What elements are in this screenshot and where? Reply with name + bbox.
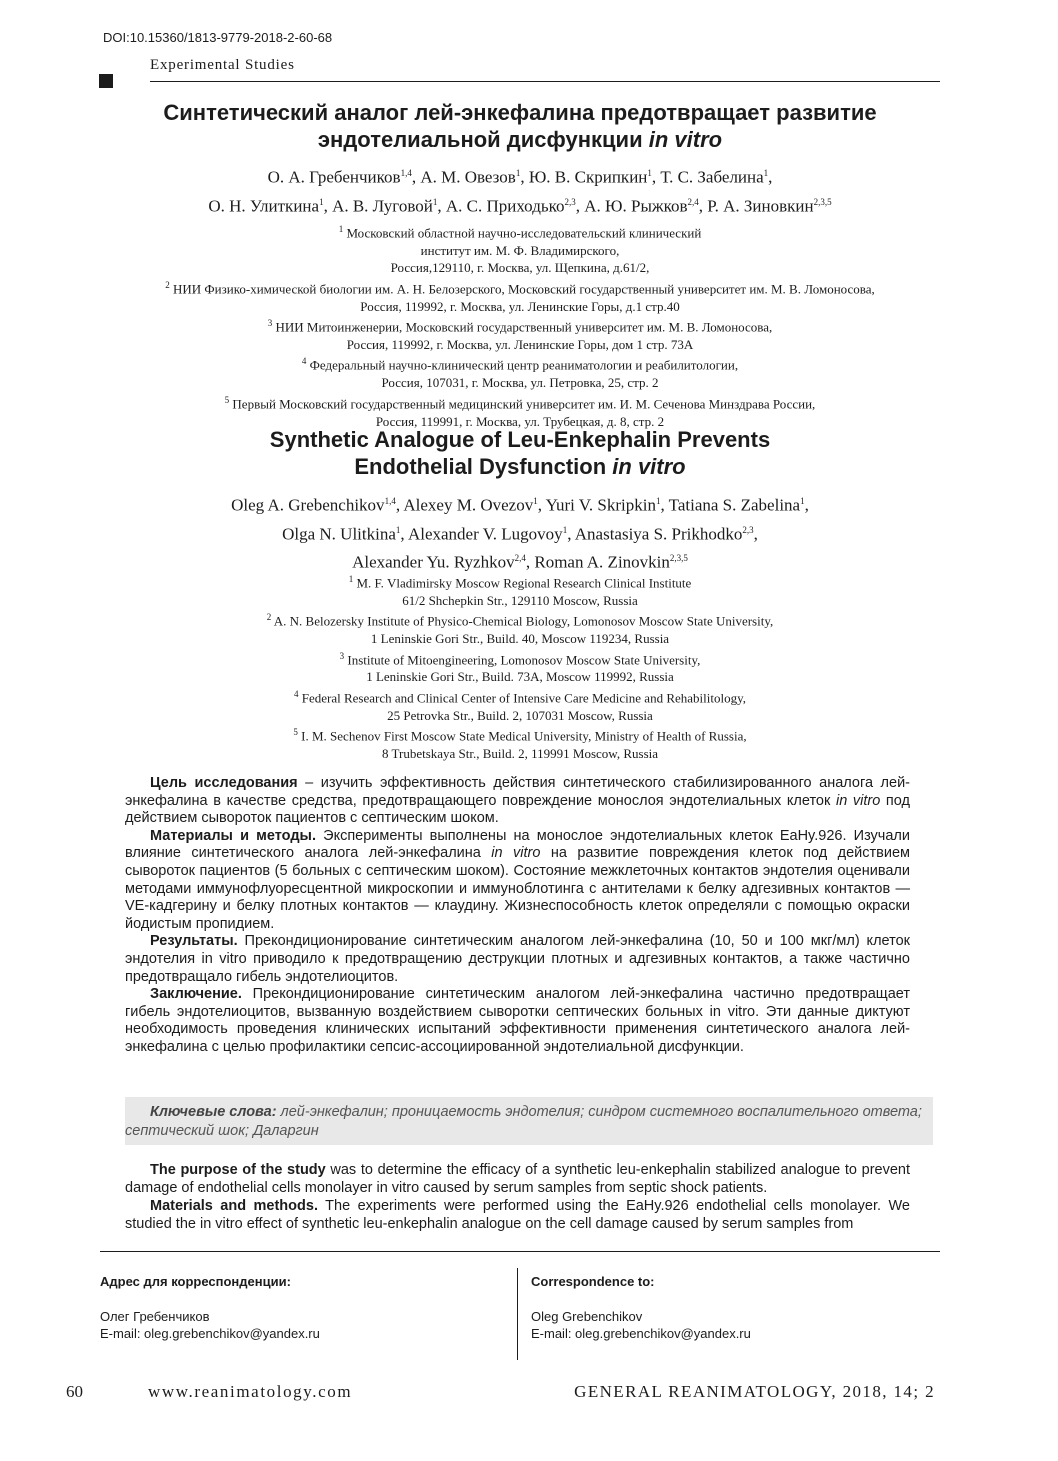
affiliation-line-en: 1 Leninskie Gori Str., Build. 40, Moscow 119234, Russia: [370, 631, 670, 647]
affiliation-line-en: $^2$ A. N. Belozersky Institute of Physico-Chemical Biology, Lomonosov Moscow State University,: [266, 612, 774, 629]
abstract-en-paragraph: [125, 1161, 910, 1197]
abstract-ru-paragraph: [125, 933, 910, 986]
correspondence-divider: [517, 1268, 518, 1360]
abstract-ru-paragraph-text: – изучить эффективность действия синтетического стабилизированного аналога лей-энкефалина в качестве средства, предотвращающего повреждение монослоя эндотелиальных клеток in vitro под действием сывороток пациентов с септическим шоком.: [125, 775, 911, 827]
affiliation-line-ru: Россия, 119991, г. Москва, ул. Трубецкая, д. 8, стр. 2: [375, 413, 665, 429]
keywords-text: лей-энкефалин; проницаемость эндотелия; синдром системного воспалительного ответа; септический шок; Даларгин: [125, 1104, 922, 1139]
affiliation-line-en: 8 Trubetskaya Str., Build. 2, 119991 Moscow, Russia: [381, 746, 659, 762]
abstract-ru-paragraph-label: Цель исследования: [150, 775, 298, 791]
affiliation-line-ru: $^4$ Федеральный научно-клинический центр реаниматологии и реабилитологии,: [301, 356, 739, 373]
footnote-rule: [100, 1251, 940, 1252]
title-en-line-2-text: Endothelial Dysfunction: [354, 454, 607, 479]
authors-ru-line: О. А. Гребенчиков$^{1,4}$, А. М. Овезов$^1$, Ю. В. Скрипкин$^1$, Т. С. Забелина$^1$,: [267, 167, 773, 187]
authors-ru: [100, 161, 940, 218]
abstract-en-paragraph: [125, 1197, 910, 1233]
authors-ru-line: О. Н. Улиткина$^1$, А. В. Луговой$^1$, А. С. Приходько$^{2,3}$, А. Ю. Рыжков$^{2,4}$, Р. А. Зиновкин$^{2,3,5}$: [208, 196, 832, 216]
authors-en-line: Olga N. Ulitkina$^1$, Alexander V. Lugovoy$^1$, Anastasiya S. Prikhodko$^{2,3}$,: [282, 524, 758, 544]
abstract-ru-paragraph-text: Эксперименты выполнены на монослое эндотелиальных клеток EaHy.926. Изучали влияние синтетического аналога лей-энкефалина in vitro на развитие повреждения клеток под действием сывороток пациентов (5 больных с септическим шоком). Состояние межклеточных контактов эндотелия оценивали методами иммунофлуоресцентной микроскопии и иммуноблотинга с антителами к белку адгезивных контактов — VE-кадгерину и белку плотных контактов — клаудину. Жизнеспособность клеток определяли с помощью окраски йодистым пропидием.: [125, 827, 910, 932]
abstract-en-paragraph-label: Materials and methods.: [150, 1198, 318, 1214]
journal-website[interactable]: www.reanimatology.com: [148, 1382, 353, 1401]
abstract-ru-paragraph-label: Результаты.: [150, 933, 238, 950]
affiliations-en: [100, 571, 940, 763]
correspondence-ru: [100, 1273, 500, 1342]
abstract-ru-paragraph-label: Материалы и методы.: [150, 827, 316, 844]
correspondence-ru-email[interactable]: E-mail: oleg.grebenchikov@yandex.ru: [100, 1326, 320, 1341]
affiliation-line-ru: Россия, 119992, г. Москва, ул. Ленинские Горы, д.1 стр.40: [360, 298, 680, 314]
title-ru-line-2: [100, 126, 940, 153]
abstract-en-paragraph-text: was to determine the efficacy of a synthetic leu-enkephalin stabilized analogue to prevent damage of endothelial cells monolayer in vitro caused by serum samples from septic shock patients.: [125, 1162, 910, 1196]
affiliation-line-en: $^3$ Institute of Mitoengineering, Lomonosov Moscow State University,: [339, 650, 701, 667]
correspondence-ru-title: Адрес для корреспонденции:: [100, 1274, 291, 1289]
abstract-ru: [125, 775, 910, 1057]
abstract-ru-paragraph: [125, 986, 910, 1056]
title-ru-line-2-text: эндотелиальной дисфункции: [317, 127, 643, 152]
affiliation-line-en: $^4$ Federal Research and Clinical Center of Intensive Care Medicine and Rehabilitology,: [293, 688, 746, 706]
section-marker: [99, 74, 113, 88]
authors-en-line: Alexander Yu. Ryzhkov$^{2,4}$, Roman A. Zinovkin$^{2,3,5}$: [352, 552, 688, 572]
abstract-en-paragraph-label: The purpose of the study: [150, 1162, 326, 1178]
affiliation-line-ru: Россия, 119992, г. Москва, ул. Ленинские Горы, дом 1 стр. 73А: [346, 336, 694, 352]
affiliation-line-ru: $^2$ НИИ Физико-химической биологии им. А. Н. Белозерского, Московский государственный университет им. М. В. Ломоносова,: [165, 279, 875, 297]
affiliation-line-ru: $^1$ Московский областной научно-исследовательский клинический: [338, 224, 702, 241]
abstract-ru-paragraph-text: Прекондиционирование синтетическим аналогом лей-энкефалина частично предотвращает гибель эндотелиоцитов, вызванную воздействием сыворотки септических больных in vitro. Эти данные диктуют необходимость проведения клинических испытаний эффективности применения синтетического аналога лей-энкефалина с целью профилактики сепсис-ассоциированной эндотелиальной дисфункции.: [125, 986, 910, 1055]
keywords: [125, 1103, 925, 1141]
abstract-ru-paragraph-label: Заключение.: [150, 986, 242, 1003]
affiliation-line-ru: Россия, 107031, г. Москва, ул. Петровка, 25, стр. 2: [381, 375, 659, 391]
correspondence-en-name: Oleg Grebenchikov: [531, 1309, 643, 1324]
authors-en-line: Oleg A. Grebenchikov$^{1,4}$, Alexey M. Ovezov$^1$, Yuri V. Skripkin$^1$, Tatiana S. Zabelina$^1$,: [231, 495, 809, 515]
correspondence-en-title: Correspondence to:: [531, 1274, 655, 1289]
abstract-ru-paragraph: [125, 775, 910, 828]
keywords-label: Ключевые слова:: [150, 1104, 277, 1120]
affiliation-line-ru: $^5$ Первый Московский государственный медицинский университет им. И. М. Сеченова Минздрава России,: [224, 394, 816, 412]
title-ru-in-vitro: in vitro: [648, 127, 723, 152]
title-en-in-vitro: in vitro: [612, 454, 686, 479]
section-name: Experimental Studies: [150, 57, 295, 73]
affiliation-line-en: 1 Leninskie Gori Str., Build. 73A, Moscow 119992, Russia: [366, 669, 674, 685]
affiliation-line-ru: Россия,129110, г. Москва, ул. Щепкина, д.61/2,: [390, 260, 650, 276]
abstract-en: [125, 1161, 910, 1233]
affiliation-line-en: 61/2 Shchepkin Str., 129110 Moscow, Russia: [402, 592, 638, 608]
header-divider: [150, 81, 940, 82]
affiliation-line-ru: институт им. М. Ф. Владимирского,: [420, 242, 620, 258]
authors-en: [100, 489, 940, 575]
title-en-line-1: Synthetic Analogue of Leu-Enkephalin Prevents: [269, 427, 771, 452]
abstract-en-paragraph-text: The experiments were performed using the EaHy.926 endothelial cells monolayer. We studied the in vitro effect of synthetic leu-enkephalin analogue on the cell damage caused by serum samples from: [125, 1198, 910, 1232]
abstract-ru-paragraph: [125, 828, 910, 934]
page-number: 60: [66, 1382, 83, 1401]
title-en-line-2: [100, 453, 940, 480]
doi: DOI:10.15360/1813-9779-2018-2-60-68: [103, 30, 333, 45]
affiliation-line-en: 25 Petrovka Str., Build. 2, 107031 Moscow, Russia: [387, 707, 653, 723]
title-en: [100, 426, 940, 480]
correspondence-ru-name: Олег Гребенчиков: [100, 1309, 210, 1324]
journal-citation: GENERAL REANIMATOLOGY, 2018, 14; 2: [574, 1382, 935, 1401]
affiliation-line-en: $^1$ M. F. Vladimirsky Moscow Regional Research Clinical Institute: [348, 574, 692, 591]
correspondence-en: [531, 1273, 931, 1342]
abstract-ru-paragraph-text: Прекондиционирование синтетическим аналогом лей-энкефалина (10, 50 и 100 мкг/мл) клеток эндотелия in vitro приводило к предотвращению деструкции плотных и адгезивных контактов, а также частично предотвращало гибель эндотелиоцитов.: [125, 933, 910, 985]
correspondence-en-email[interactable]: E-mail: oleg.grebenchikov@yandex.ru: [531, 1326, 751, 1341]
title-ru: [100, 99, 940, 153]
title-ru-line-1: Синтетический аналог лей-энкефалина предотвращает развитие: [163, 100, 877, 125]
affiliation-line-ru: $^3$ НИИ Митоинженерии, Московский государственный университет им. М. В. Ломоносова,: [267, 318, 773, 335]
affiliations-ru: [100, 221, 940, 430]
affiliation-line-en: $^5$ I. M. Sechenov First Moscow State Medical University, Ministry of Health of Russia,: [293, 727, 747, 744]
